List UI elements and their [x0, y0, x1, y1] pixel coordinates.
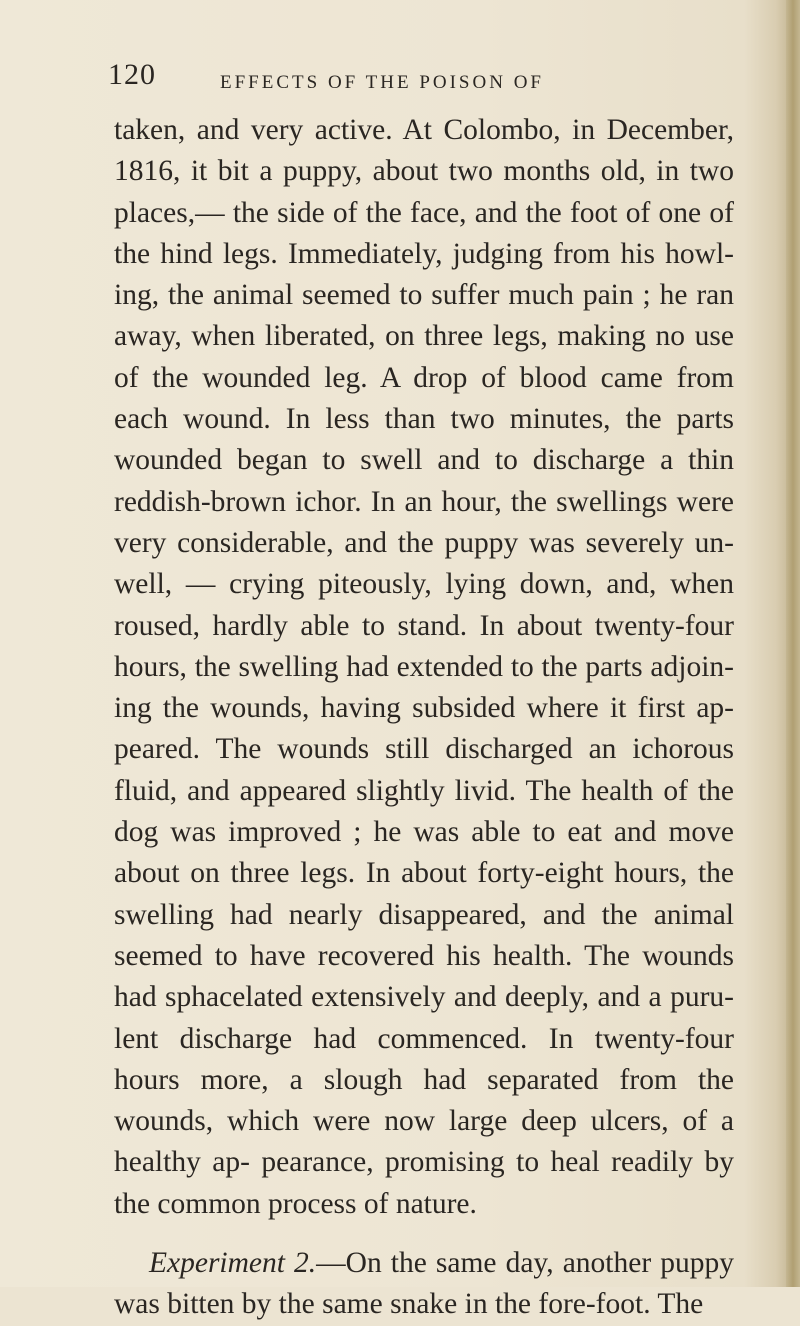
- paragraph-2-text: —On the same day, another puppy was bitten by the same snake in the fore-foot. The: [114, 1247, 734, 1321]
- page-number: 120: [108, 58, 156, 91]
- body-text: [114, 110, 734, 1326]
- paragraph-2: [114, 1243, 734, 1326]
- page-header: [108, 58, 748, 98]
- paragraph-1: taken, and very active. At Colombo, in December, 1816, it bit a puppy, about two months old, in two places,— the side of the face, and the foot of one of the hind legs. Immediately, judging from his howl- ing, the animal seemed to suffer much pain ; he ran away, when liberated, on three legs, making no use of the wounded leg. A drop of blood came from each wound. In less than two minutes, the parts wounded began to swell and to discharge a thin reddish-brown ichor. In an hour, the swellings were very considerable, and the puppy was severely un- well, — crying piteously, lying down, and, when roused, hardly able to stand. In about twenty-four hours, the swelling had extended to the parts adjoin- ing the wounds, having subsided where it first ap- peared. The wounds still discharged an ichorous fluid, and appeared slightly livid. The health of the dog was improved ; he was able to eat and move about on three legs. In about forty-eight hours, the swelling had nearly disappeared, and the animal seemed to have recovered his health. The wounds had sphacelated extensively and deeply, and a puru- lent discharge had commenced. In twenty-four hours more, a slough had separated from the wounds, which were now large deep ulcers, of a healthy ap- pearance, promising to heal readily by the common process of nature.: [114, 114, 734, 1220]
- running-head: EFFECTS OF THE POISON OF: [220, 72, 544, 93]
- experiment-label: Experiment 2.: [149, 1247, 317, 1280]
- page-edge-shadow: [786, 0, 800, 1287]
